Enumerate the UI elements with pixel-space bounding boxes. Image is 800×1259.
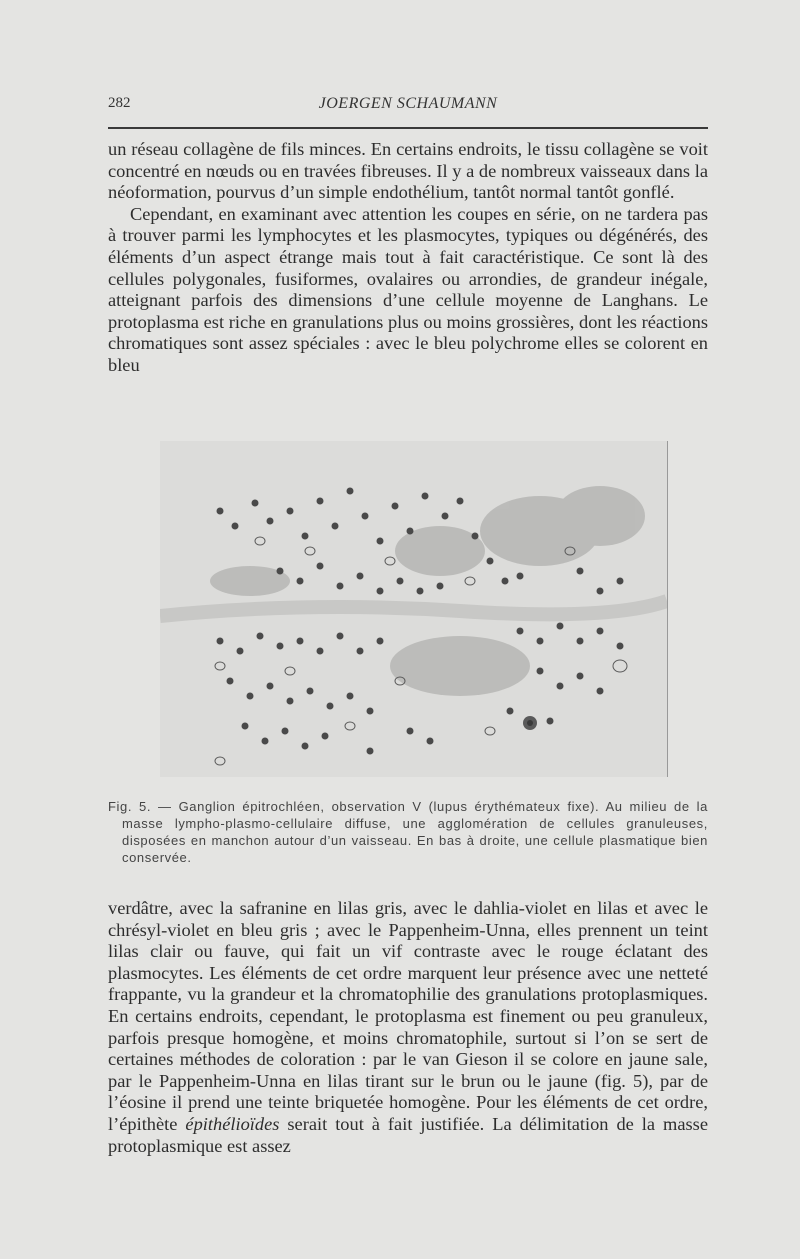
paragraph-3: [108, 898, 708, 1157]
running-title: JOERGEN SCHAUMANN: [318, 95, 498, 112]
page-header: [108, 95, 708, 119]
paragraph-3-start: verdâtre, avec la safranine en lilas gris, avec le dahlia-violet en lilas et avec le chrésyl-violet en bleu gris ; avec le Pappenheim-Unna, elles prennent un teint lilas clair ou fauve, qui fait un vif contraste avec le rouge éclatant des plasmocytes. Les éléments de cet ordre marquent leur présence avec une netteté frappante, vu la grandeur et la chromatophilie des granulations protoplasmiques. En certains endroits, cependant, le protoplasma est finement ou peu granuleux, parfois presque homogène, et moins chromatophile, surtout si l’on se sert de certaines méthodes de coloration : par le van Gieson il se colore en jaune sale, par le Pappenheim-Unna en lilas tirant sur le brun ou le jaune (fig. 5), par de l’éosine il prend une teinte briquetée homogène. Pour les éléments de cet ordre, l’épithète: [108, 898, 708, 1134]
page-number: 282: [108, 95, 131, 111]
text-block-top: [108, 139, 708, 377]
paragraph-1: un réseau collagène de fils minces. En certains endroits, le tissu collagène se voit concentré en nœuds ou en travées fibreuses. Il y a de nombreux vaisseaux dans la néoformation, pourvus d’un simple endothélium, tantôt normal tantôt gonflé.: [108, 139, 708, 203]
paragraph-2: Cependant, en examinant avec attention les coupes en série, on ne tardera pas à trouver parmi les lymphocytes et les plasmocytes, typiques ou dégénérés, des éléments d’un aspect étrange mais tout à fait caractéristique. Ce sont là des cellules polygonales, fusiformes, ovalaires ou arrondies, de grandeur inégale, atteignant parfois des dimensions d’une cellule moyenne de Langhans. Le protoplasma est riche en granulations plus ou moins grossières, dont les réactions chromatiques sont assez spéciales : avec le bleu polychrome elles se colorent en bleu: [108, 203, 708, 375]
figure-5-image: [160, 441, 668, 777]
italic-term: épithélioïdes: [185, 1113, 280, 1134]
figure-caption: [108, 798, 708, 866]
histology-illustration: [160, 441, 667, 777]
text-block-bottom: [108, 898, 708, 1157]
figure-caption-text: Fig. 5. — Ganglion épitrochléen, observation V (lupus érythémateux fixe). Au milieu de la masse lympho-plasmo-cellulaire diffuse, une agglomération de cellules granuleuses, disposées en manchon autour d’un vaisseau. En bas à droite, une cellule plasmatique bien conservée.: [108, 799, 708, 865]
header-rule: [108, 127, 708, 129]
paragraph-3-end: serait tout à fait justifiée. La délimitation de la masse protoplasmique est assez: [108, 1113, 708, 1156]
